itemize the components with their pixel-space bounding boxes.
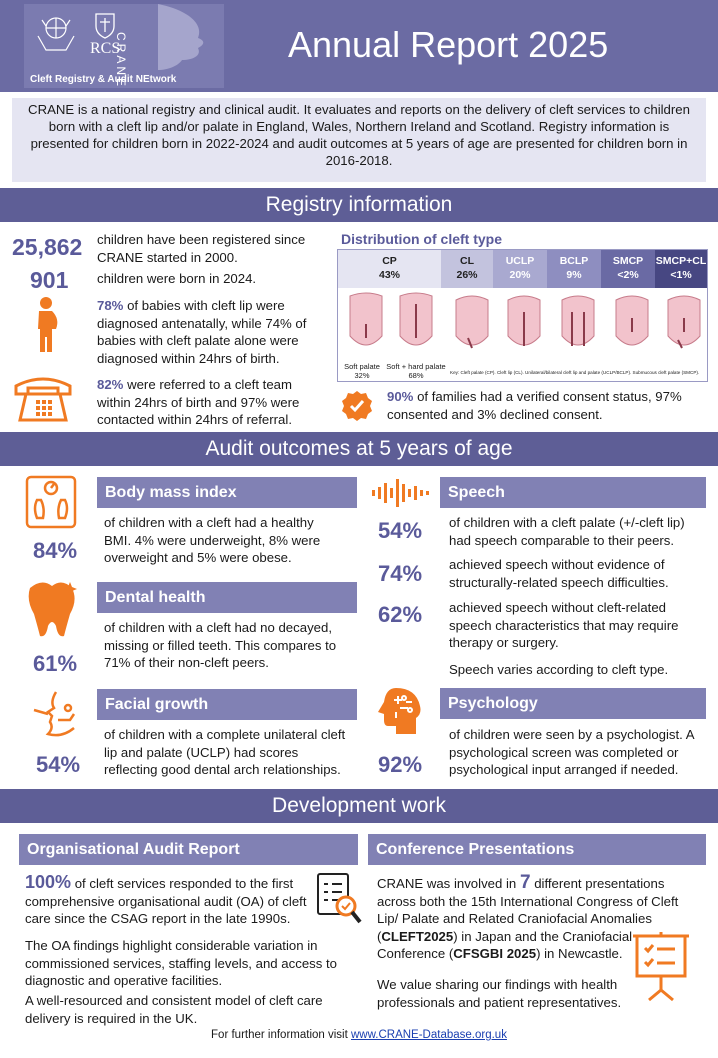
distribution-panel [337, 249, 708, 382]
distribution-key: Key: Cleft palate (CP). Cleft lip (CL). Unilateral/bilateral cleft lip and palate (UCLP/BCLP). Submucous cleft palate (SMCP). [450, 370, 700, 375]
dist-smcp-value: <2% [617, 269, 639, 281]
cp-soft-label [340, 362, 384, 380]
registry-band: Registry information [0, 188, 718, 222]
cp-hard-text: Soft + hard palate [386, 362, 446, 371]
dist-cell-smcpcl [655, 250, 707, 288]
conf-cleft2025: CLEFT2025 [381, 928, 454, 944]
footer-text: For further information visit [211, 1029, 348, 1041]
logo-box [24, 4, 224, 88]
psych-header: Psychology [440, 688, 706, 719]
distribution-title: Distribution of cleft type [341, 231, 502, 247]
facial-header: Facial growth [97, 689, 357, 720]
footer [0, 1029, 718, 1041]
stat-registered-number: 25,862 [12, 234, 83, 260]
oa-stat [25, 874, 315, 928]
audit-band: Audit outcomes at 5 years of age [0, 432, 718, 466]
dist-cell-smcp [601, 250, 655, 288]
dist-cell-uclp [493, 250, 547, 288]
cp-soft-text: Soft palate [344, 362, 380, 371]
consent-badge-icon [341, 390, 373, 422]
dist-cell-cp [338, 250, 441, 288]
dist-cell-cl [441, 250, 493, 288]
conf-cfsgbi: CFSGBI 2025 [453, 946, 537, 961]
bmi-header: Body mass index [97, 477, 357, 508]
stat-born-text: children were born in 2024. [97, 271, 257, 286]
dist-smcp-label: SMCP [612, 255, 644, 267]
palate-diagrams [342, 292, 706, 358]
dental-header: Dental health [97, 582, 357, 613]
checklist-magnifier-icon [316, 872, 362, 928]
dist-cp-value: 43% [378, 269, 400, 281]
dist-bclp-label: BCLP [559, 255, 589, 267]
stat-registered-text: children have been registered since CRANE started in 2000. [97, 232, 306, 265]
psych-pct: 92% [378, 752, 423, 777]
stat-referral [97, 376, 319, 429]
speech-text-2: achieved speech without evidence of structurally-related speech difficulties. [449, 557, 669, 590]
crest-icon [32, 10, 80, 56]
conf-mid: ) in Japan and the Craniofacial Conference ( [377, 928, 633, 961]
logo-subtitle: Cleft Registry & Audit NEtwork [30, 74, 177, 85]
oa-text-2: The OA findings highlight considerable variation in commissioned services, staffing levels, and access to diagnostic and operative facilities. [25, 938, 337, 988]
cp-hard-label [384, 362, 448, 380]
page-title: Annual Report 2025 [288, 24, 609, 65]
speech-pct-2: 74% [378, 561, 423, 586]
speech-pct-3: 62% [378, 602, 423, 627]
stat-antenatal-pct: 78% [97, 298, 124, 313]
stat-antenatal-text: of babies with cleft lip were diagnosed antenatally, while 74% of babies with cleft palate alone were diagnosed within 24hrs of birth. [97, 298, 307, 366]
dental-text: of children with a cleft had no decayed, missing or filled teeth. This compares to 71% of their non-cleft peers. [104, 620, 337, 670]
conf-header: Conference Presentations [368, 834, 706, 865]
conf-num: 7 [519, 872, 531, 893]
presentation-board-icon [629, 930, 693, 1002]
telephone-icon [12, 372, 74, 426]
stat-antenatal [97, 297, 319, 367]
dist-smcpcl-value: <1% [670, 269, 692, 281]
tooth-icon [22, 580, 78, 638]
conf-text-2: We value sharing our findings with health professionals and patient representatives. [377, 977, 622, 1010]
footer-link[interactable]: www.CRANE-Database.org.uk [351, 1029, 507, 1041]
dist-cp-label: CP [382, 255, 397, 267]
conf-pre: CRANE was involved in [377, 876, 517, 891]
facial-pct: 54% [36, 752, 81, 777]
speech-note: Speech varies according to cleft type. [449, 662, 669, 677]
sound-wave-icon [370, 478, 430, 508]
speech-pct-1: 54% [378, 518, 423, 543]
dist-cl-value: 26% [456, 269, 478, 281]
oa-header: Organisational Audit Report [19, 834, 358, 865]
stat-born-number: 901 [30, 267, 69, 293]
oa-pct: 100% [25, 872, 72, 892]
conf-post: different presentations across both the 15th International Congress of Cleft Lip/ Palate and Related Craniofacial Anomalies ( [377, 876, 679, 944]
dev-band: Development work [0, 789, 718, 823]
bmi-text: of children with a cleft had a healthy BMI. 4% were underweight, 8% were overweight and 5% were obese. [104, 515, 321, 565]
speech-header: Speech [440, 477, 706, 508]
stat-consent [387, 388, 705, 423]
oa-text-1: of cleft services responded to the first comprehensive organisational audit (OA) of cleft care since the CSAG report in the late 1990s. [25, 876, 307, 926]
oa-text-3: A well-resourced and consistent model of cleft care delivery is required in the UK. [25, 993, 323, 1026]
logo-crane: CRANE [114, 32, 128, 90]
dist-bclp-value: 9% [566, 269, 582, 281]
scale-icon [24, 474, 78, 530]
logo-rcs: RCS [90, 40, 121, 57]
dist-cell-bclp [547, 250, 601, 288]
speech-text-3: achieved speech without cleft-related speech characteristics that may require therapy or surgery. [449, 600, 679, 650]
brain-head-icon [376, 686, 422, 736]
dist-uclp-value: 20% [509, 269, 531, 281]
speech-text-1: of children with a cleft palate (+/-cleft lip) had speech comparable to their peers. [449, 515, 685, 548]
stat-consent-pct: 90% [387, 389, 414, 404]
cp-soft-value: 32% [354, 371, 370, 380]
stat-consent-text: of families had a verified consent status, 97% consented and 3% declined consent. [387, 389, 682, 422]
dental-pct: 61% [33, 651, 78, 676]
dist-uclp-label: UCLP [505, 255, 535, 267]
facial-text: of children with a complete unilateral cleft lip and palate (UCLP) had scores reflecting good dental arch relationships. [104, 727, 346, 777]
pregnant-woman-icon [30, 296, 64, 352]
dist-smcpcl-label: SMCP+CL [655, 255, 707, 267]
intro-box: CRANE is a national registry and clinical audit. It evaluates and reports on the delivery of cleft services to children born with a cleft lip and/or palate in England, Wales, Northern Ireland and Scotland. Registry information is presented for children born in 2022-2024 and audit outcomes at 5 years of age are presented for children born in 2016-2018. [12, 98, 706, 182]
face-profile-icon [148, 4, 224, 70]
facial-profile-icon [28, 690, 80, 740]
stat-referral-pct: 82% [97, 377, 124, 392]
bmi-pct: 84% [33, 538, 78, 563]
conf-end: ) in Newcastle. [536, 946, 623, 961]
dist-cl-label: CL [460, 255, 474, 267]
psych-text: of children were seen by a psychologist. A psychological screen was completed or psychological input arranged if needed. [449, 727, 694, 777]
stat-referral-text: were referred to a cleft team within 24hrs of birth and 97% were contacted within 24hrs of referral. [97, 377, 300, 427]
cp-hard-value: 68% [408, 371, 424, 380]
